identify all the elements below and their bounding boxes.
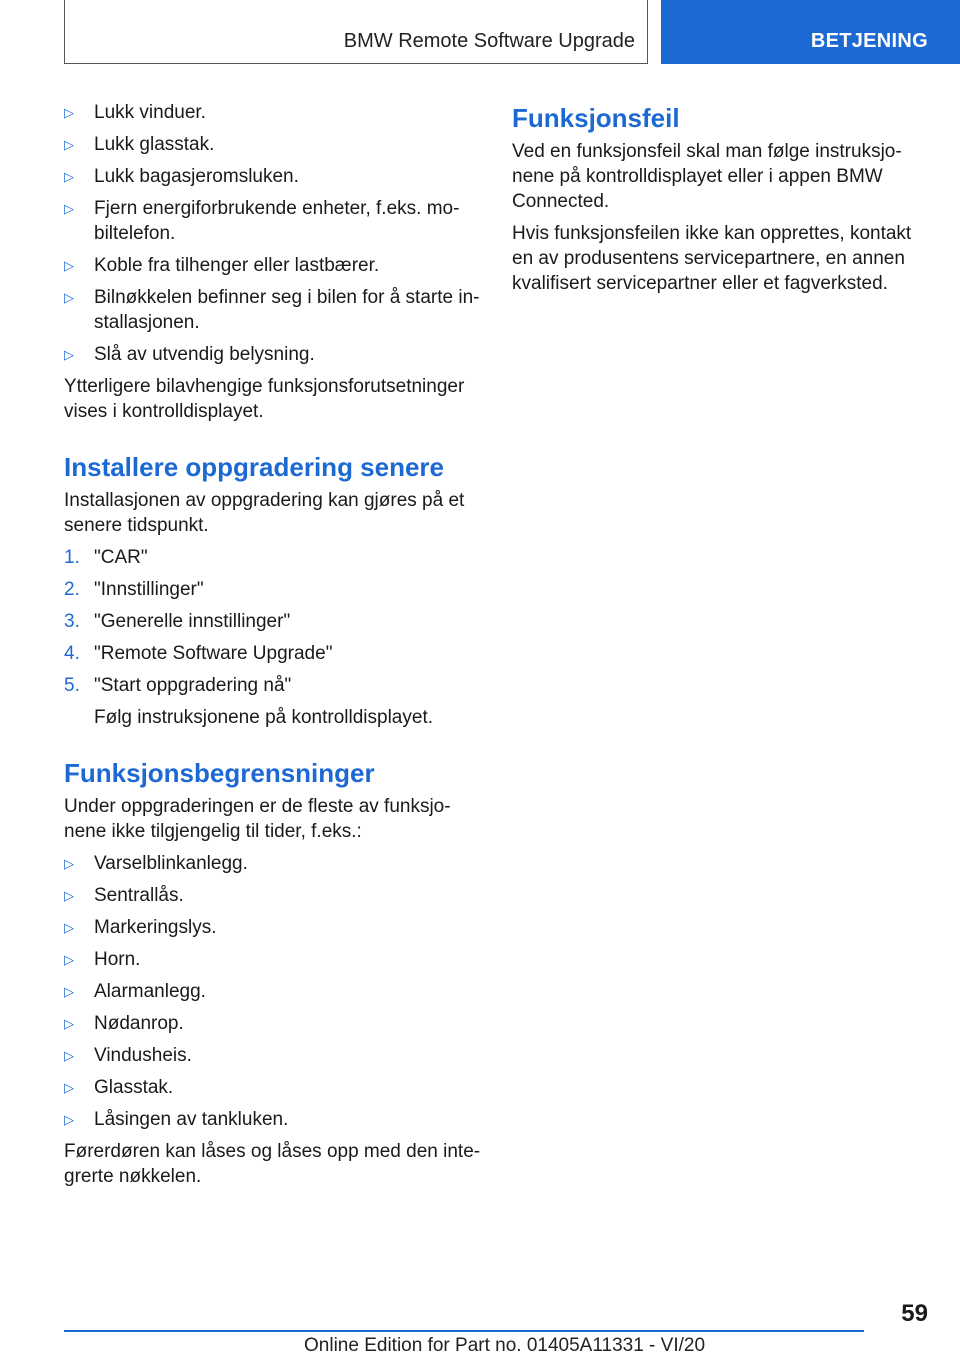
paragraph: Ved en funksjonsfeil skal man følge instruksjonene på kontrolldisplayet eller i appen BMW Connected. bbox=[512, 141, 902, 212]
list-item: ▷ Lukk bagasjeromsluken. bbox=[64, 166, 299, 187]
bullet-triangle-icon: ▷ bbox=[64, 1016, 74, 1031]
step-item bbox=[64, 545, 482, 570]
list-item: ▷ Bilnøkkelen befinner seg i bilen for å starte installasjonen. bbox=[64, 287, 480, 333]
section-label: BETJENING bbox=[810, 30, 928, 52]
list-item: ▷ Slå av utvendig belysning. bbox=[64, 344, 315, 365]
bullet-triangle-icon: ▷ bbox=[64, 137, 74, 152]
bullet-triangle-icon: ▷ bbox=[64, 952, 74, 967]
list-item: ▷ Varselblinkanlegg. bbox=[64, 853, 248, 874]
page-number: 59 bbox=[901, 1300, 928, 1327]
footer-divider bbox=[64, 1330, 864, 1332]
footer-edition: Online Edition for Part no. 01405A11331 - VI/20 bbox=[304, 1335, 706, 1356]
list-item: ▷ Koble fra tilhenger eller lastbærer. bbox=[64, 255, 380, 276]
section-heading: Installere oppgradering senere bbox=[64, 452, 445, 482]
step-text: "Start oppgradering nå" bbox=[94, 675, 292, 696]
step-item bbox=[64, 609, 482, 634]
section-tab bbox=[661, 0, 960, 64]
step-number: 2. bbox=[64, 579, 80, 600]
bullet-triangle-icon: ▷ bbox=[64, 105, 74, 120]
right-column bbox=[512, 100, 922, 303]
step-text: "Remote Software Upgrade" bbox=[94, 643, 333, 664]
step-number: 1. bbox=[64, 547, 80, 568]
bullet-triangle-icon: ▷ bbox=[64, 1048, 74, 1063]
limitations-list bbox=[64, 851, 482, 1132]
paragraph: Førerdøren kan låses og låses opp med den integrerte nøkkelen. bbox=[64, 1141, 481, 1187]
paragraph: Ytterligere bilavhengige funksjonsforutsetninger vises i kontrolldisplayet. bbox=[64, 376, 465, 422]
list-item: ▷ Lukk glasstak. bbox=[64, 134, 215, 155]
bullet-triangle-icon: ▷ bbox=[64, 1112, 74, 1127]
list-item: ▷ Markeringslys. bbox=[64, 917, 217, 938]
step-number: 4. bbox=[64, 643, 80, 664]
list-item: ▷ Nødanrop. bbox=[64, 1013, 184, 1034]
step-text: "Generelle innstillinger" bbox=[94, 611, 291, 632]
list-item: ▷ Alarmanlegg. bbox=[64, 981, 206, 1002]
bullet-triangle-icon: ▷ bbox=[64, 984, 74, 999]
list-item: ▷ Horn. bbox=[64, 949, 141, 970]
section-heading: Funksjonsbegrensninger bbox=[64, 758, 375, 788]
step-note: Følg instruksjonene på kontrolldisplayet. bbox=[94, 707, 434, 728]
step-text: "CAR" bbox=[94, 547, 148, 568]
step-item bbox=[64, 577, 482, 602]
header-title-box bbox=[64, 0, 648, 64]
bullet-triangle-icon: ▷ bbox=[64, 258, 74, 273]
header-title: BMW Remote Software Upgrade bbox=[343, 30, 635, 52]
paragraph: Under oppgraderingen er de fleste av funksjonene ikke tilgjengelig til tider, f.eks.: bbox=[64, 796, 451, 842]
bullet-triangle-icon: ▷ bbox=[64, 888, 74, 903]
step-item bbox=[64, 673, 482, 730]
bullet-triangle-icon: ▷ bbox=[64, 347, 74, 362]
paragraph: Hvis funksjonsfeilen ikke kan opprettes, kontakt en av produsentens servicepartnere, en annen kvalifisert servicepartner eller et fagverksted. bbox=[512, 223, 912, 294]
list-item: ▷ Fjern energiforbrukende enheter, f.eks. mobiltelefon. bbox=[64, 198, 460, 244]
step-text: "Innstillinger" bbox=[94, 579, 204, 600]
steps-list bbox=[64, 545, 482, 730]
list-item: ▷ Låsingen av tankluken. bbox=[64, 1109, 289, 1130]
bullet-triangle-icon: ▷ bbox=[64, 290, 74, 305]
bullet-triangle-icon: ▷ bbox=[64, 169, 74, 184]
step-number: 5. bbox=[64, 675, 80, 696]
bullet-triangle-icon: ▷ bbox=[64, 201, 74, 216]
list-item: ▷ Lukk vinduer. bbox=[64, 102, 206, 123]
step-number: 3. bbox=[64, 611, 80, 632]
section-heading: Funksjonsfeil bbox=[512, 103, 680, 133]
list-item: ▷ Sentrallås. bbox=[64, 885, 184, 906]
paragraph: Installasjonen av oppgradering kan gjøres på et senere tidspunkt. bbox=[64, 490, 465, 536]
list-item: ▷ Glasstak. bbox=[64, 1077, 174, 1098]
bullet-triangle-icon: ▷ bbox=[64, 920, 74, 935]
prerequisite-list bbox=[64, 100, 482, 367]
bullet-triangle-icon: ▷ bbox=[64, 1080, 74, 1095]
list-item: ▷ Vindusheis. bbox=[64, 1045, 192, 1066]
step-item bbox=[64, 641, 482, 666]
bullet-triangle-icon: ▷ bbox=[64, 856, 74, 871]
left-column bbox=[64, 100, 482, 1196]
